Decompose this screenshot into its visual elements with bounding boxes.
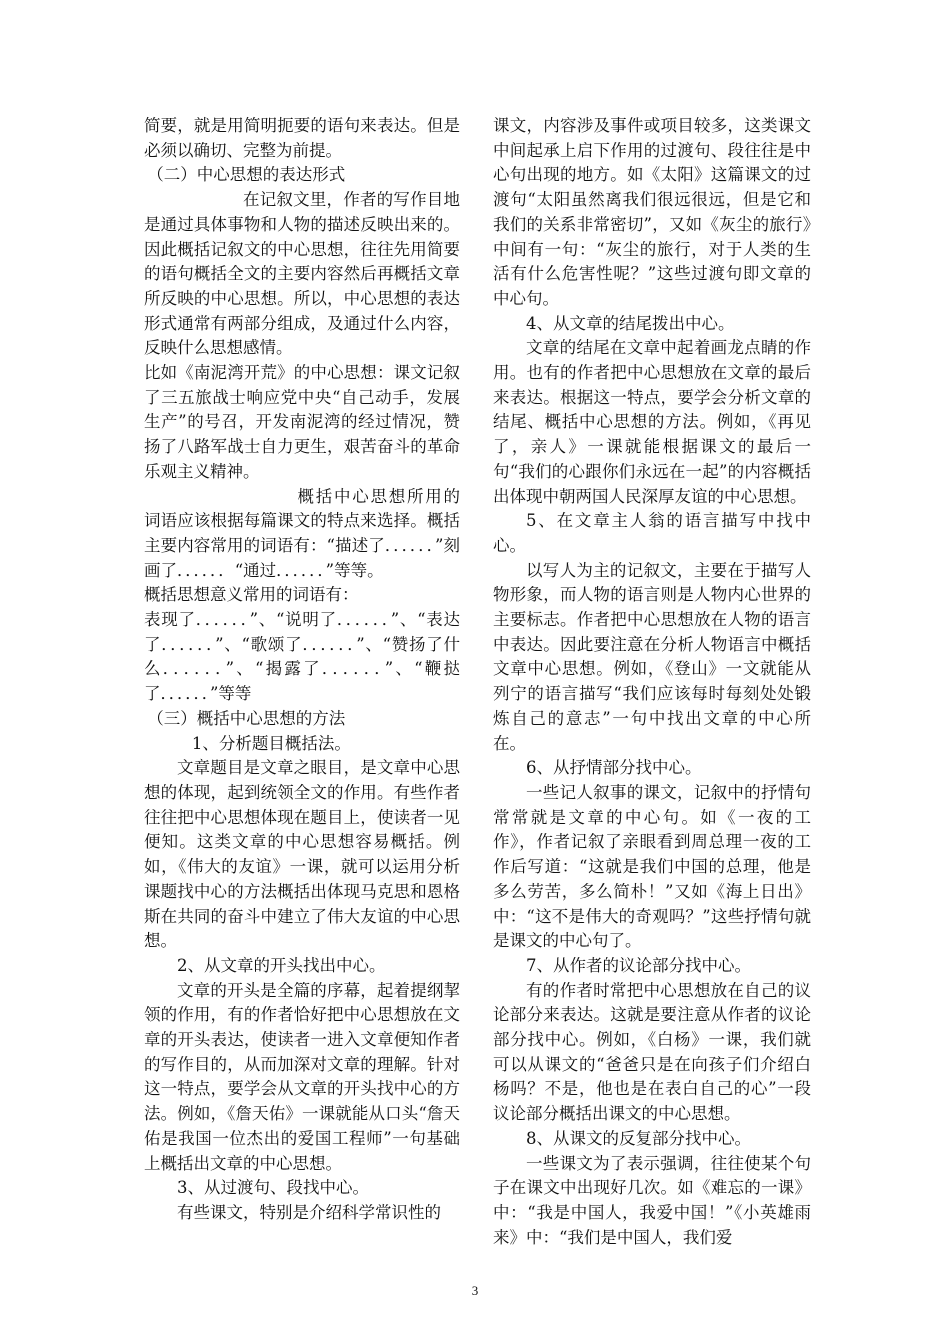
paragraph: 有些课文，特别是介绍科学常识性的 bbox=[177, 1202, 441, 1222]
method-title: 3、从过渡句、段找中心。 bbox=[177, 1178, 369, 1198]
paragraph: 以写人为主的记叙文，主要在于描写人物形象，而人物的语言则是人物内心世界的主要标志。作者把中心思想放在人物的语言中表达。因此要注意在分析人物语言中概括文章中心思想。例如，《登山》一文就能从列宁的语言描写“我们应该每时每刻处处锻炼自己的意志”一句中找出文章的中心所在。 bbox=[493, 560, 811, 753]
paragraph: 有的作者时常把中心思想放在自己的议论部分来表达。这就是要注意从作者的议论部分找中心。例如，《白杨》一课，我们就可以从课文的“爸爸只是在向孩子们介绍白杨吗？不是，他也是在表白自己的心”一段议论部分概括出课文的中心思想。 bbox=[493, 980, 811, 1124]
paragraph: 在记叙文里，作者的写作目地是通过具体事物和人物的描述反映出来的。因此概括记叙文的中心思想，往往先用简要的语句概括全文的主要内容然后再概括文章所反映的中心思想。所以，中心思想的表达形式通常有两部分组成，及通过什么内容，反映什么思想感情。 bbox=[144, 190, 460, 358]
method-title: 6、从抒情部分找中心。 bbox=[526, 758, 702, 778]
method-title: 8、从课文的反复部分找中心。 bbox=[526, 1128, 751, 1148]
paragraph: 文章的开头是全篇的序幕，起着提纲挈领的作用，有的作者恰好把中心思想放在文章的开头表达，使读者一进入文章便知作者的写作目的，从而加深对文章的理解。针对这一特点，要学会从文章的开头找中心的方法。例如，《詹天佑》一课就能从口头“詹天佑是我国一位杰出的爱国工程师”一句基础上概括出文章的中心思想。 bbox=[144, 980, 460, 1173]
paragraph: 概括中心思想所用的词语应该根据每篇课文的特点来选择。概括主要内容常用的词语有：“描述了．．．．．．”刻画了．．．．．．“通过．．．．．．”等等。 bbox=[144, 486, 460, 580]
left-column bbox=[144, 114, 460, 1226]
right-column bbox=[493, 114, 811, 1250]
section-heading: （二）中心思想的表达形式 bbox=[147, 165, 346, 185]
paragraph: 概括思想意义常用的词语有： bbox=[144, 585, 359, 605]
paragraph: 文章题目是文章之眼目，是文章中心思想的体现，起到统领全文的作用。有些作者往往把中心思想体现在题目上，使读者一见便知。这类文章的中心思想容易概括。例如，《伟大的友谊》一课，就可以运用分析课题找中心的方法概括出体现马克思和恩格斯在共同的奋斗中建立了伟大友谊的中心思想。 bbox=[144, 758, 460, 951]
paragraph: 文章的结尾在文章中起着画龙点睛的作用。也有的作者把中心思想放在文章的最后来表达。根据这一特点，要学会分析文章的结尾、概括中心思想的方法。例如，《再见了，亲人》一课就能根据课文的最后一句“我们的心跟你们永远在一起”的内容概括出体现中朝两国人民深厚友谊的中心思想。 bbox=[493, 338, 811, 506]
paragraph: 比如《南泥湾开荒》的中心思想：课文记叙了三五旅战士响应党中央“自己动手，发展生产”的号召，开发南泥湾的经过情况，赞扬了八路军战士自力更生，艰苦奋斗的革命乐观主义精神。 bbox=[144, 363, 460, 481]
paragraph: 一些课文为了表示强调，往往使某个句子在课文中出现好几次。如《难忘的一课》中：“我是中国人，我爱中国！”《小英雄雨来》中：“我们是中国人，我们爱 bbox=[493, 1153, 811, 1247]
page-number: 3 bbox=[471, 1283, 479, 1298]
paragraph: 表现了．．．．．．”、“说明了．．．．．．”、“表达了．．．．．．”、“歌颂了．．．．．．”、“赞扬了什么．．．．．．”、“揭露了．．．．．．”、“鞭挞 了．．．．．．”等等 bbox=[144, 610, 460, 704]
paragraph: 简要，就是用简明扼要的语句来表达。但是必须以确切、完整为前提。 bbox=[144, 116, 460, 160]
paragraph: 一些记人叙事的课文，记叙中的抒情句常常就是文章的中心句。如《一夜的工作》，作者记叙了亲眼看到周总理一夜的工作后写道：“这就是我们中国的总理，他是多么劳苦，多么简朴！”又如《海上日出》中：“这不是伟大的奇观吗？”这些抒情句就是课文的中心句了。 bbox=[493, 782, 811, 951]
section-heading: （三）概括中心思想的方法 bbox=[147, 708, 346, 728]
paragraph: 课文，内容涉及事件或项目较多，这类课文中间起承上启下作用的过渡句、段往往是中心句出现的地方。如《太阳》这篇课文的过渡句“太阳虽然离我们很远很远，但是它和我们的关系非常密切”，又如《灰尘的旅行》中间有一句：“灰尘的旅行，对于人类的生活有什么危害性呢？”这些过渡句即文章的中心句。 bbox=[493, 116, 811, 308]
method-title: 4、从文章的结尾拨出中心。 bbox=[526, 313, 735, 333]
method-title: 1、分析题目概括法。 bbox=[191, 733, 351, 753]
method-title: 2、从文章的开头找出中心。 bbox=[177, 955, 386, 975]
method-title: 5、在文章主人翁的语言描写中找中心。 bbox=[493, 511, 811, 555]
method-title: 7、从作者的议论部分找中心。 bbox=[526, 955, 751, 975]
